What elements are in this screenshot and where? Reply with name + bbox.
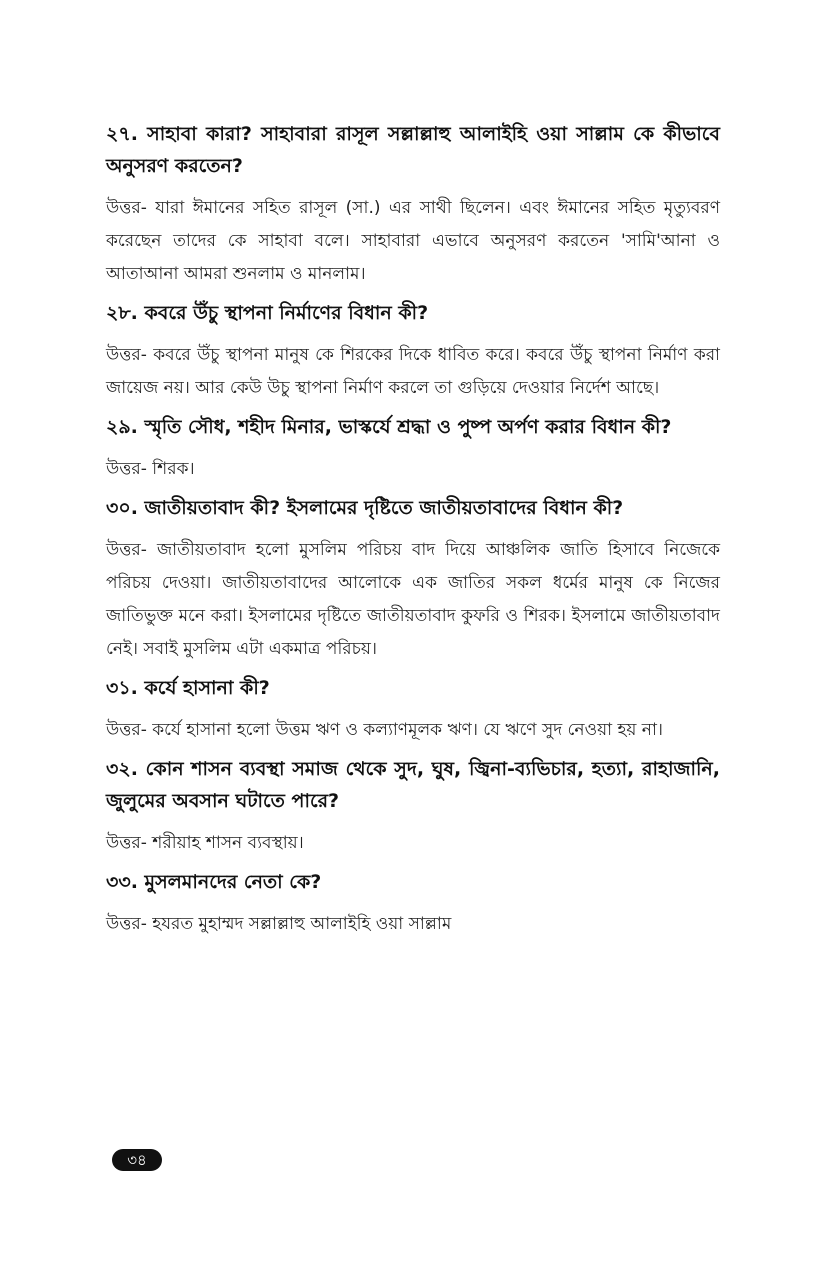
- answer-29: উত্তর- শিরক।: [106, 459, 195, 479]
- question-28: ২৮. কবরে উঁচু স্থাপনা নির্মাণের বিধান কী?: [106, 302, 429, 324]
- qa-item-30: [106, 492, 720, 666]
- question-29: ২৯. স্মৃতি সৌধ, শহীদ মিনার, ভাস্কর্যে শ্রদ্ধা ও পুষ্প অর্পণ করার বিধান কী?: [106, 416, 672, 438]
- qa-item-27: [106, 118, 720, 291]
- qa-item-33: [106, 866, 720, 941]
- qa-item-32: [106, 753, 720, 860]
- answer-28: উত্তর- কবরে উঁচু স্থাপনা মানুষ কে শিরকের দিকে ধাবিত করে। কবরে উঁচু স্থাপনা নির্মাণ করা জায়েজ নয়। আর কেউ উচু স্থাপনা নির্মাণ করলে তা গুড়িয়ে দেওয়ার নির্দেশ আছে।: [106, 345, 720, 398]
- answer-32: উত্তর- শরীয়াহ শাসন ব্যবস্থায়।: [106, 833, 304, 853]
- question-31: ৩১. কর্যে হাসানা কী?: [106, 677, 270, 699]
- page-number: ৩৪: [112, 1149, 162, 1171]
- answer-27: উত্তর- যারা ঈমানের সহিত রাসূল (সা.) এর সাথী ছিলেন। এবং ঈমানের সহিত মৃত্যুবরণ করেছেন তাদের কে সাহাবা বলে। সাহাবারা এভাবে অনুসরণ করতেন 'সামি'আনা ও আতাআনা আমরা শুনলাম ও মানলাম।: [106, 198, 720, 284]
- answer-33: উত্তর- হযরত মুহাম্মদ সল্লাল্লাহু আলাইহি ওয়া সাল্লাম: [106, 914, 452, 934]
- question-33: ৩৩. মুসলমানদের নেতা কে?: [106, 871, 322, 893]
- question-30: ৩০. জাতীয়তাবাদ কী? ইসলামের দৃষ্টিতে জাতীয়তাবাদের বিধান কী?: [106, 497, 624, 519]
- qa-item-28: [106, 297, 720, 405]
- qa-item-29: [106, 411, 720, 486]
- page-content: [106, 118, 720, 947]
- answer-30: উত্তর- জাতীয়তাবাদ হলো মুসলিম পরিচয় বাদ দিয়ে আঞ্চলিক জাতি হিসাবে নিজেকে পরিচয় দেওয়া। জাতীয়তাবাদের আলোকে এক জাতির সকল ধর্মের মানুষ কে নিজের জাতিভুক্ত মনে করা। ইসলামের দৃষ্টিতে জাতীয়তাবাদ কুফরি ও শিরক। ইসলামে জাতীয়তাবাদ নেই। সবাই মুসলিম এটা একমাত্র পরিচয়।: [106, 540, 720, 659]
- answer-31: উত্তর- কর্যে হাসানা হলো উত্তম ঋণ ও কল্যাণমূলক ঋণ। যে ঋণে সুদ নেওয়া হয় না।: [106, 720, 663, 740]
- question-27: ২৭. সাহাবা কারা? সাহাবারা রাসূল সল্লাল্লাহু আলাইহি ওয়া সাল্লাম কে কীভাবে অনুসরণ করতেন?: [106, 123, 720, 177]
- qa-item-31: [106, 672, 720, 747]
- question-32: ৩২. কোন শাসন ব্যবস্থা সমাজ থেকে সুদ, ঘুষ, জ্বিনা-ব্যভিচার, হত্যা, রাহাজানি, জুলুমের অবসান ঘটাতে পারে?: [106, 758, 720, 812]
